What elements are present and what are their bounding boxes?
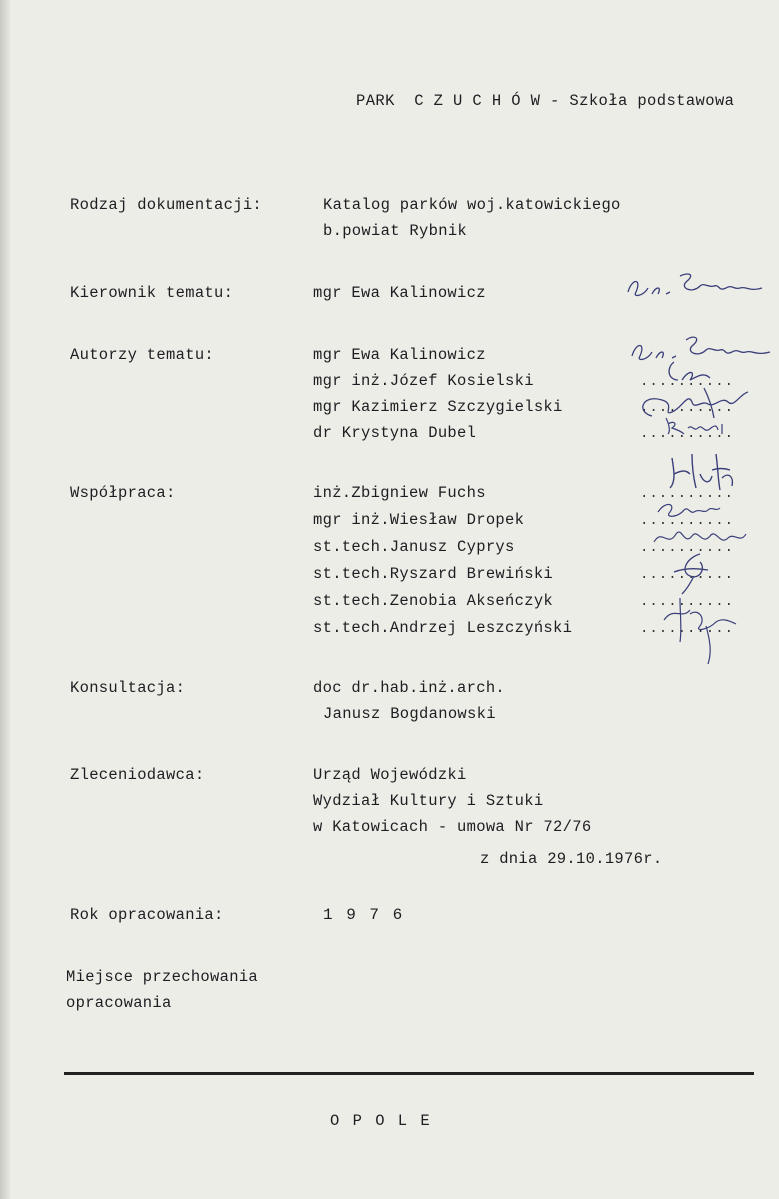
client-line1: Urząd Wojewódzki [313, 766, 467, 784]
signature-line: .......... [640, 374, 735, 390]
doc-type-label: Rodzaj dokumentacji: [70, 196, 263, 214]
leader-label: Kierownik tematu: [70, 284, 234, 302]
storage-label-line1: Miejsce przechowania [66, 968, 259, 986]
page-edge [0, 0, 10, 1199]
signature-line: .......... [640, 513, 735, 529]
client-line2: Wydział Kultury i Sztuki [313, 792, 544, 810]
handwritten-signature [622, 268, 772, 304]
cooperator-3: st.tech.Janusz Cyprys [313, 538, 515, 556]
handwritten-signature [660, 412, 740, 438]
year-value: 1 9 7 6 [323, 906, 405, 924]
author-3: mgr Kazimierz Szczygielski [313, 398, 563, 416]
client-line3: w Katowicach - umowa Nr 72/76 [313, 818, 592, 836]
client-line4: z dnia 29.10.1976r. [480, 850, 663, 868]
handwritten-signature [650, 496, 730, 522]
signature-line: .......... [640, 486, 735, 502]
cooperator-4: st.tech.Ryszard Brewiński [313, 565, 554, 583]
author-4: dr Krystyna Dubel [313, 424, 477, 442]
signature-line: .......... [640, 400, 735, 416]
signature-line: .......... [640, 426, 735, 442]
page-title: PARK C Z U C H Ó W - Szkoła podstawowa [356, 92, 735, 110]
author-1: mgr Ewa Kalinowicz [313, 346, 486, 364]
year-label: Rok opracowania: [70, 906, 224, 924]
cooperation-label: Współpraca: [70, 484, 176, 502]
handwritten-signature [650, 590, 760, 670]
storage-label-line2: opracowania [66, 994, 172, 1012]
cooperator-1: inż.Zbigniew Fuchs [313, 484, 486, 502]
footer-city: O P O L E [330, 1112, 432, 1130]
signature-line: .......... [640, 594, 735, 610]
doc-type-line1: Katalog parków woj.katowickiego [323, 196, 621, 214]
authors-label: Autorzy tematu: [70, 346, 215, 364]
doc-type-line2: b.powiat Rybnik [323, 222, 468, 240]
cooperator-6: st.tech.Andrzej Leszczyński [313, 619, 573, 637]
cooperator-5: st.tech.Zenobia Akseńczyk [313, 592, 554, 610]
author-2: mgr inż.Józef Kosielski [313, 372, 534, 390]
signature-line: .......... [640, 567, 735, 583]
footer-rule [64, 1072, 754, 1075]
cooperator-2: mgr inż.Wiesław Dropek [313, 511, 525, 529]
handwritten-signature [660, 448, 750, 496]
leader-name: mgr Ewa Kalinowicz [313, 284, 486, 302]
client-label: Zleceniodawca: [70, 766, 205, 784]
consultation-label: Konsultacja: [70, 679, 186, 697]
signature-line: .......... [640, 540, 735, 556]
signature-line: .......... [640, 621, 735, 637]
consultation-line1: doc dr.hab.inż.arch. [313, 679, 506, 697]
consultation-line2: Janusz Bogdanowski [323, 705, 496, 723]
